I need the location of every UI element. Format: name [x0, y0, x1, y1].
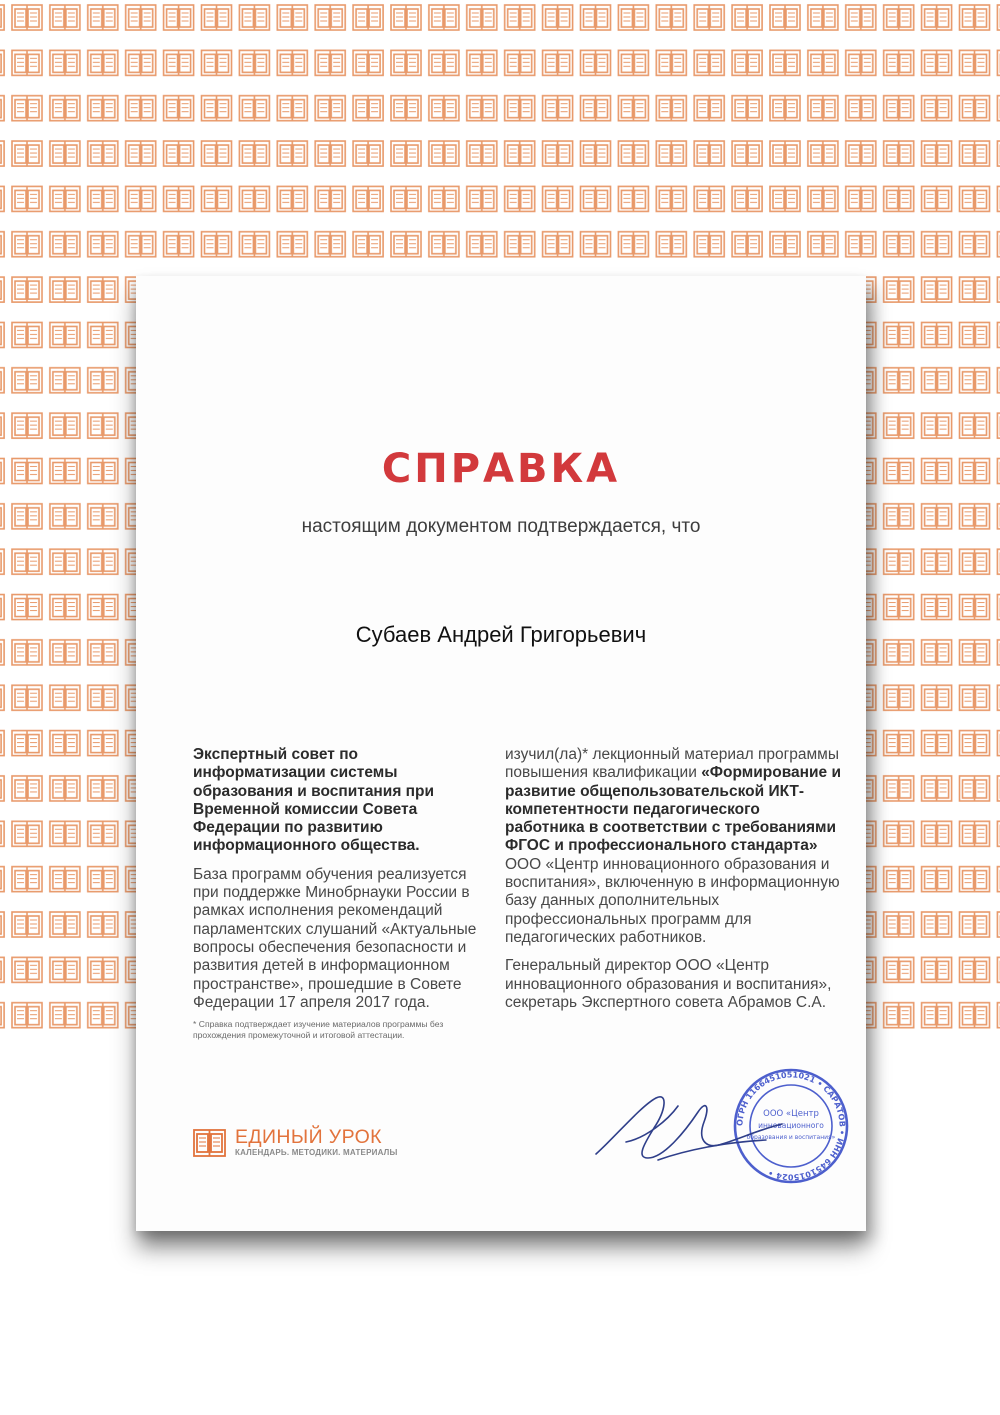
program-base-text: База программ обучения реализуется при поддержке Минобрнауки России в рамках исполнения рекомендаций парламентских слушаний «Актуальные вопросы обеспечения безопасности и развития детей в информационном пространстве», прошедшие в Совете Федерации 17 апреля 2017 года.	[193, 865, 477, 1011]
signatory-text: Генеральный директор ООО «Центр инновационного образования и воспитания», секретарь Экспертного совета Абрамов С.А.	[505, 957, 832, 1011]
signature-icon	[596, 1097, 782, 1160]
logo-name: ЕДИНЫЙ УРОК	[235, 1126, 382, 1148]
right-column	[505, 746, 841, 1012]
left-column	[193, 746, 493, 1012]
certificate-sheet	[136, 276, 866, 1231]
edinyy-urok-logo	[193, 1124, 453, 1164]
stamp-icon	[735, 1070, 847, 1182]
document-subtitle: настоящим документом подтверждается, что	[301, 516, 701, 537]
course-statement	[505, 746, 841, 947]
footnote: * Справка подтверждает изучение материалов программы без прохождения промежуточной и итоговой аттестации.	[193, 1019, 444, 1040]
logo-tagline: КАЛЕНДАРЬ. МЕТОДИКИ. МАТЕРИАЛЫ	[235, 1148, 398, 1157]
recipient-name: Субаев Андрей Григорьевич	[355, 622, 647, 647]
stamp-ring-text: ОГРН 1166451051021 • САРАТОВ • ИНН 6451015024 •	[735, 1070, 847, 1182]
signature-and-stamp	[586, 1046, 866, 1196]
document-title: СПРАВКА	[381, 446, 621, 492]
stamp-line-3: образования и воспитания»	[746, 1134, 836, 1141]
stamp-line-1: ООО «Центр	[763, 1109, 819, 1119]
studied-suffix: ООО «Центр инновационного образования и воспитания», включенную в информационную базу данных дополнительных профессиональных программ для педагогических работников.	[505, 855, 840, 946]
expert-council-text: Экспертный совет по информатизации системы образования и воспитания при Временной комиссии Совета Федерации по развитию информационного общества.	[193, 746, 435, 855]
studied-prefix: изучил(ла)* лекционный материал программы повышения квалификации	[505, 746, 839, 782]
program-name: «Формирование и развитие общепользовательской ИКТ-компетентности педагогического работника в соответствии с требованиями ФГОС и профессионального стандарта»	[505, 764, 841, 855]
stamp-line-2: инновационного	[758, 1121, 824, 1130]
book-logo-icon	[193, 1128, 227, 1160]
